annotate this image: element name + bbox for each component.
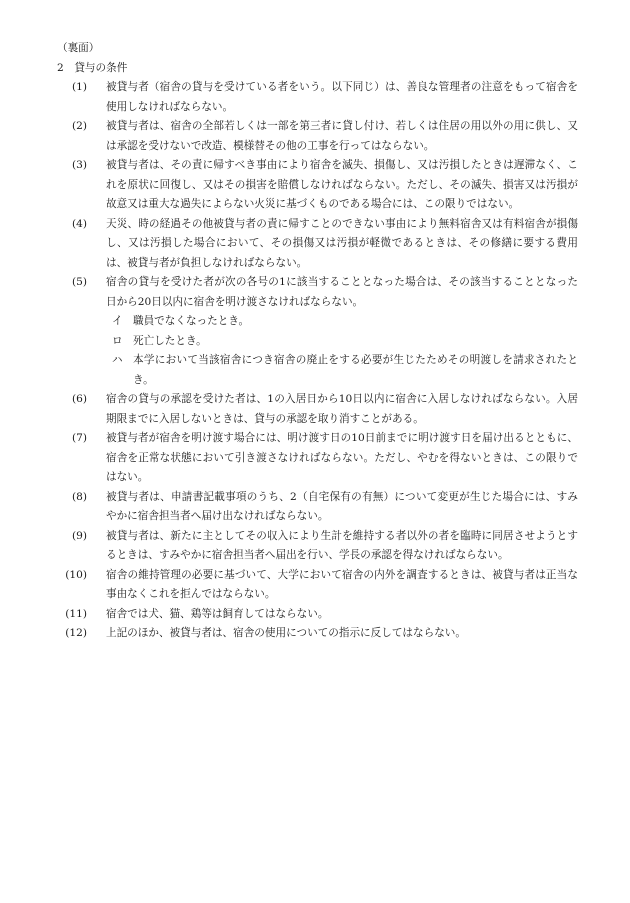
condition-item <box>57 488 578 527</box>
sub-item-text: 職員でなくなったとき。 <box>133 315 250 327</box>
sub-condition-item <box>96 332 578 352</box>
item-text: 被貸与者は、新たに主としてその収入により生計を維持する者以外の者を臨時に同居させようとするときは、すみやかに宿舎担当者へ届出を行い、学長の承認を得なければならない。 <box>106 529 578 561</box>
item-number: (4) <box>71 217 87 230</box>
sub-item-text: 死亡したとき。 <box>133 334 207 347</box>
condition-item <box>57 624 578 644</box>
item-number: (3) <box>71 159 87 171</box>
item-number: (1) <box>71 81 87 93</box>
page-side-label: （裏面） <box>57 42 100 54</box>
item-number: (11) <box>65 607 87 620</box>
condition-item <box>57 117 578 156</box>
item-text: 被貸与者は、その責に帰すべき事由により宿舎を滅失、損傷し、又は汚損したときは遅滞なく、これを原状に回復し、又はその損害を賠償しなければならない。ただし、その滅失、損害又は汚損が故意又は重大な過失によらない火災に基づくものである場合には、この限りではない。 <box>106 159 578 210</box>
sub-condition-item <box>96 351 578 390</box>
item-text: 被貸与者が宿舎を明け渡す場合には、明け渡す日の10日前までに明け渡す日を届け出るとともに、宿舎を正常な状態において引き渡さなければならない。ただし、やむを得ないときは、この限りではない。 <box>106 432 578 483</box>
item-text: 宿舎の貸与を受けた者が次の各号の1に該当することとなった場合は、その該当することとなった日から20日以内に宿舎を明け渡さなければならない。 <box>106 276 578 308</box>
section-title: 2 貸与の条件 <box>57 61 128 74</box>
sub-item-mark: イ <box>112 315 123 327</box>
condition-item <box>57 390 578 429</box>
item-number: (10) <box>65 568 87 581</box>
condition-item <box>57 527 578 566</box>
item-text: 宿舎では犬、猫、鶏等は飼育してはならない。 <box>106 607 329 620</box>
sub-conditions-list <box>96 312 578 390</box>
condition-item <box>57 566 578 605</box>
condition-item <box>57 78 578 117</box>
condition-item <box>57 215 578 274</box>
item-text: 被貸与者は、宿舎の全部若しくは一部を第三者に貸し付け、若しくは住居の用以外の用に供し、又は承認を受けないで改造、模様替その他の工事を行ってはならない。 <box>106 120 578 152</box>
item-text: 宿舎の維持管理の必要に基づいて、大学において宿舎の内外を調査するときは、被貸与者は正当な事由なくこれを拒んではならない。 <box>106 568 578 600</box>
conditions-list <box>57 78 578 644</box>
sub-item-mark: ハ <box>112 354 123 366</box>
condition-item <box>57 605 578 625</box>
sub-item-text: 本学において当該宿舎につき宿舎の廃止をする必要が生じたためその明渡しを請求されたとき。 <box>133 354 578 386</box>
item-number: (2) <box>71 120 87 132</box>
item-number: (7) <box>71 432 87 444</box>
item-text: 上記のほか、被貸与者は、宿舎の使用についての指示に反してはならない。 <box>106 627 466 639</box>
item-number: (9) <box>71 529 87 542</box>
item-number: (8) <box>71 490 87 503</box>
item-text: 宿舎の貸与の承認を受けた者は、1の入居日から10日以内に宿舎に入居しなければならない。入居期限までに入居しないときは、貸与の承認を取り消すことがある。 <box>106 393 578 425</box>
sub-condition-item <box>96 312 578 332</box>
item-number: (6) <box>71 393 87 405</box>
sub-item-mark: ロ <box>112 334 123 347</box>
condition-item <box>57 156 578 215</box>
item-text: 被貸与者は、申請書記載事項のうち、2（自宅保有の有無）について変更が生じた場合には、すみやかに宿舎担当者へ届け出なければならない。 <box>106 490 578 522</box>
condition-item <box>57 429 578 488</box>
item-text: 天災、時の経過その他被貸与者の責に帰すことのできない事由により無料宿舎又は有料宿舎が損傷し、又は汚損した場合において、その損傷又は汚損が軽微であるときは、その修繕に要する費用は、被貸与者が負担しなければならない。 <box>106 217 578 269</box>
item-number: (5) <box>71 276 87 288</box>
item-number: (12) <box>65 627 87 639</box>
item-text: 被貸与者（宿舎の貸与を受けている者をいう。以下同じ）は、善良な管理者の注意をもって宿舎を使用しなければならない。 <box>106 81 578 113</box>
condition-item <box>57 273 578 390</box>
